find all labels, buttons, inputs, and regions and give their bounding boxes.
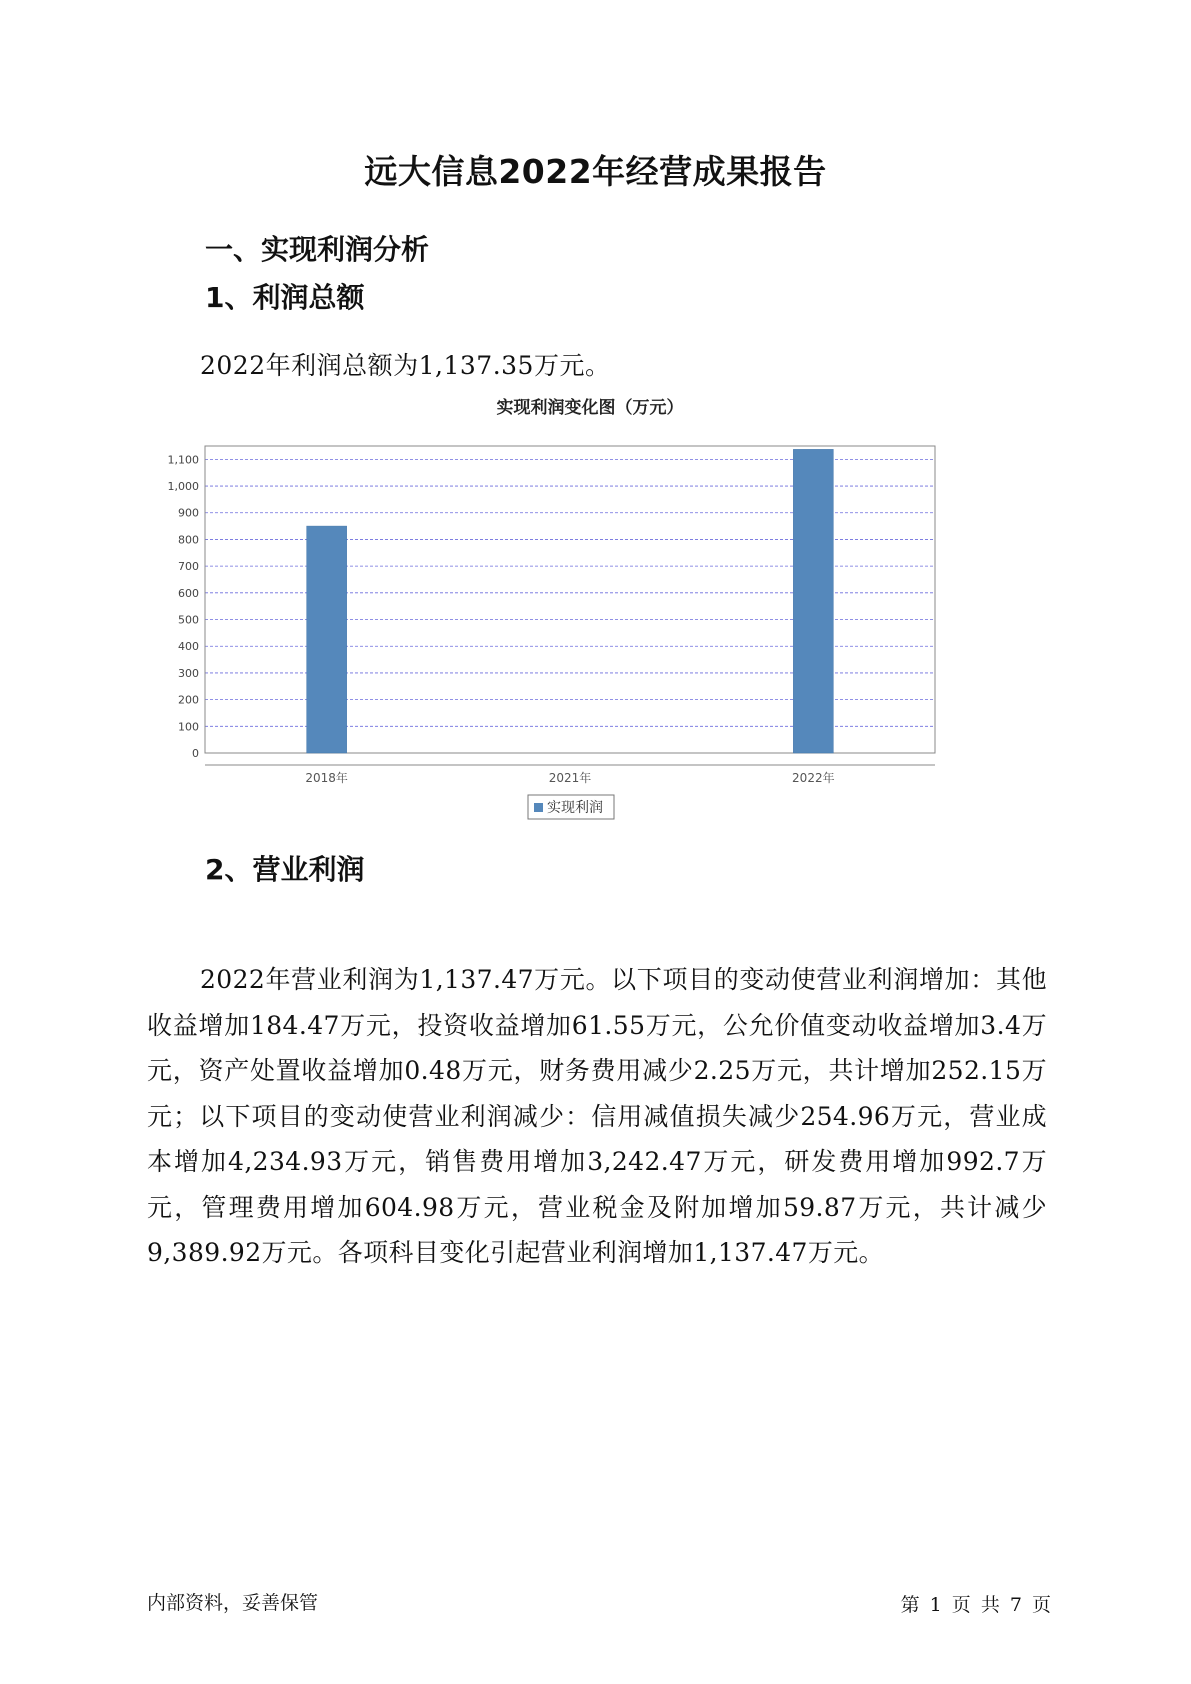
x-tick-label: 2018年 xyxy=(305,771,348,785)
chart-legend xyxy=(528,795,614,819)
chart-bars xyxy=(307,449,834,753)
x-tick-label: 2022年 xyxy=(792,771,835,785)
footer-page-number: 第 1 页 共 7 页 xyxy=(900,1594,1051,1616)
subsection-heading-operating-profit: 2、营业利润 xyxy=(205,853,365,886)
y-tick-label: 1,100 xyxy=(167,453,199,467)
y-tick-label: 900 xyxy=(178,506,199,520)
subsection-heading-profit-total: 1、利润总额 xyxy=(205,281,365,314)
footer-confidential-note: 内部资料，妥善保管 xyxy=(147,1592,319,1614)
document-title: 远大信息2022年经营成果报告 xyxy=(364,152,827,191)
y-tick-label: 600 xyxy=(178,586,199,600)
y-tick-label: 800 xyxy=(178,533,199,547)
y-tick-label: 100 xyxy=(178,720,199,734)
bar-2022年 xyxy=(793,449,833,753)
bar-2018年 xyxy=(307,526,347,753)
x-tick-label: 2021年 xyxy=(548,771,592,785)
chart-title: 实现利润变化图（万元） xyxy=(496,398,684,418)
profit-chart xyxy=(160,398,1030,870)
y-tick-label: 1,000 xyxy=(167,480,199,494)
y-tick-label: 400 xyxy=(178,640,199,654)
y-tick-label: 700 xyxy=(178,560,199,574)
y-tick-label: 0 xyxy=(192,747,199,760)
legend-label: 实现利润 xyxy=(547,800,603,816)
profit-bar-chart xyxy=(160,398,1030,894)
y-tick-label: 300 xyxy=(178,666,199,680)
y-tick-label: 200 xyxy=(178,693,199,707)
legend-swatch xyxy=(534,803,543,812)
section-heading: 一、实现利润分析 xyxy=(205,233,430,266)
y-tick-label: 500 xyxy=(178,613,199,627)
operating-profit-paragraph: 2022年营业利润为1,137.47万元。以下项目的变动使营业利润增加：其他收益增加184.47万元，投资收益增加61.55万元，公允价值变动收益增加3.4万元，资产处置收益增加0.48万元，财务费用减少2.25万元，共计增加252.15万元；以下项目的变动使营业利润减少：信用减值损失减少254.96万元，营业成本增加4,234.93万元，销售费用增加3,242.47万元，研发费用增加992.7万元，管理费用增加604.98万元，营业税金及附加增加59.87万元，共计减少9,389.92万元。各项科目变化引起营业利润增加1,137.47万元。 xyxy=(147,965,1047,1267)
profit-total-paragraph: 2022年利润总额为1,137.35万元。 xyxy=(200,351,611,380)
